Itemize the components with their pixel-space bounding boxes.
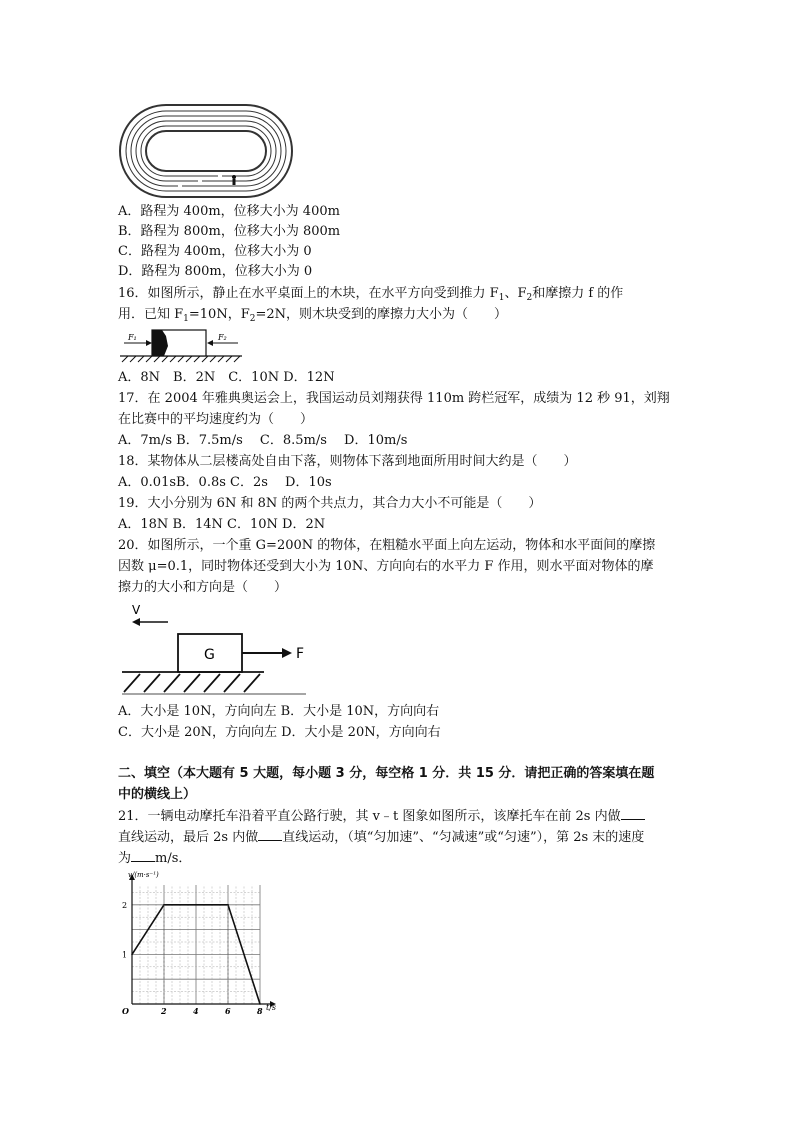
f2-label: F₂ — [218, 333, 227, 342]
section2-heading-line1: 二、填空（本大题有 5 大题，每小题 3 分，每空格 1 分．共 15 分．请把正确的答案填在题 — [118, 766, 655, 781]
q17-question-line2: 在比赛中的平均速度约为（ ） — [118, 412, 314, 427]
q21-question-line3: 为 m/s． — [118, 848, 191, 869]
answer-blank-3[interactable] — [131, 848, 155, 862]
q17-question-line1: 17．在 2004 年雅典奥运会上，我国运动员刘翔获得 110m 跨栏冠军，成绩为 12 秒 91，刘翔 — [118, 391, 670, 406]
section2-heading-line2: 中的横线上） — [118, 787, 197, 802]
block-g-label: G — [204, 647, 215, 663]
y-axis-label: v/(m·s⁻¹) — [128, 871, 159, 879]
q19-options: A．18N B．14N C．10N D．2N — [118, 517, 326, 532]
f1-label: F₁ — [128, 333, 137, 342]
y-tick-label: 2 — [122, 900, 128, 910]
force-f-label: F — [296, 646, 305, 662]
q18-question: 18．某物体从二层楼高处自由下落，则物体下落到地面所用时间大约是（ ） — [118, 454, 577, 469]
x-axis-label: t/s — [266, 1003, 277, 1012]
answer-blank-1[interactable] — [621, 806, 645, 820]
q16-question-line2: 用．已知 $F_1=10N$，$F_2=2N$，则木块受到的摩擦力大小为（ ） — [118, 307, 508, 324]
x-tick-label: 4 — [193, 1006, 199, 1016]
block-forces-figure — [118, 326, 244, 368]
vt-point — [131, 954, 133, 956]
q20-options-ab: A．大小是 10N，方向向左 B．大小是 10N，方向向右 — [118, 704, 440, 719]
q17-options: A．7m/s B．7.5m/s C．8.5m/s D．10m/s — [118, 433, 408, 448]
runner-icon — [232, 175, 236, 185]
q18-options: A．0.01sB．0.8s C．2s D．10s — [118, 475, 332, 490]
q15-option-b: B．路程为 800m，位移大小为 800m — [118, 224, 341, 239]
x-tick-label: 2 — [161, 1006, 167, 1016]
x-tick-label: O — [122, 1006, 129, 1016]
q20-question-line2: 因数 μ=0.1，同时物体还受到大小为 10N、方向向右的水平力 F 作用，则水平面对物体的摩 — [118, 559, 654, 574]
q15-option-a: A．路程为 400m，位移大小为 400m — [118, 204, 340, 219]
q16-options: A．8N B．2N C．10N D．12N — [118, 370, 335, 385]
q15-option-c: C．路程为 400m，位移大小为 0 — [118, 244, 312, 259]
x-tick-label: 6 — [225, 1006, 231, 1016]
chart-ticks — [122, 901, 263, 1016]
vt-graph — [118, 868, 278, 1018]
running-track-figure — [118, 103, 294, 201]
x-tick-label: 8 — [257, 1006, 263, 1016]
q15-option-d: D．路程为 800m，位移大小为 0 — [118, 264, 313, 279]
q19-question: 19．大小分别为 6N 和 8N 的两个共点力，其合力大小不可能是（ ） — [118, 496, 542, 511]
q21-question-line2: 直线运动，最后 2s 内做 直线运动，（填“匀加速”、“匀减速”或“匀速”），第 2s 末的速度 — [118, 827, 644, 848]
y-tick-label: 1 — [122, 950, 128, 960]
q20-question-line3: 擦力的大小和方向是（ ） — [118, 580, 288, 595]
q20-options-cd: C．大小是 20N，方向向左 D．大小是 20N，方向向右 — [118, 725, 441, 740]
vt-point — [259, 1003, 261, 1005]
q21-question-line1: 21．一辆电动摩托车沿着平直公路行驶，其 v﹣t 图象如图所示，该摩托车在前 2s 内做 — [118, 806, 645, 827]
sliding-block-figure — [118, 598, 308, 698]
q16-question-line1: 16．如图所示，静止在水平桌面上的木块，在水平方向受到推力 $F_1$、$F_2$和摩擦力 f 的作 — [118, 286, 624, 303]
answer-blank-2[interactable] — [258, 827, 282, 841]
q20-question-line1: 20．如图所示，一个重 G=200N 的物体，在粗糙水平面上向左运动，物体和水平面间的摩擦 — [118, 538, 656, 553]
velocity-label: V — [132, 603, 141, 617]
